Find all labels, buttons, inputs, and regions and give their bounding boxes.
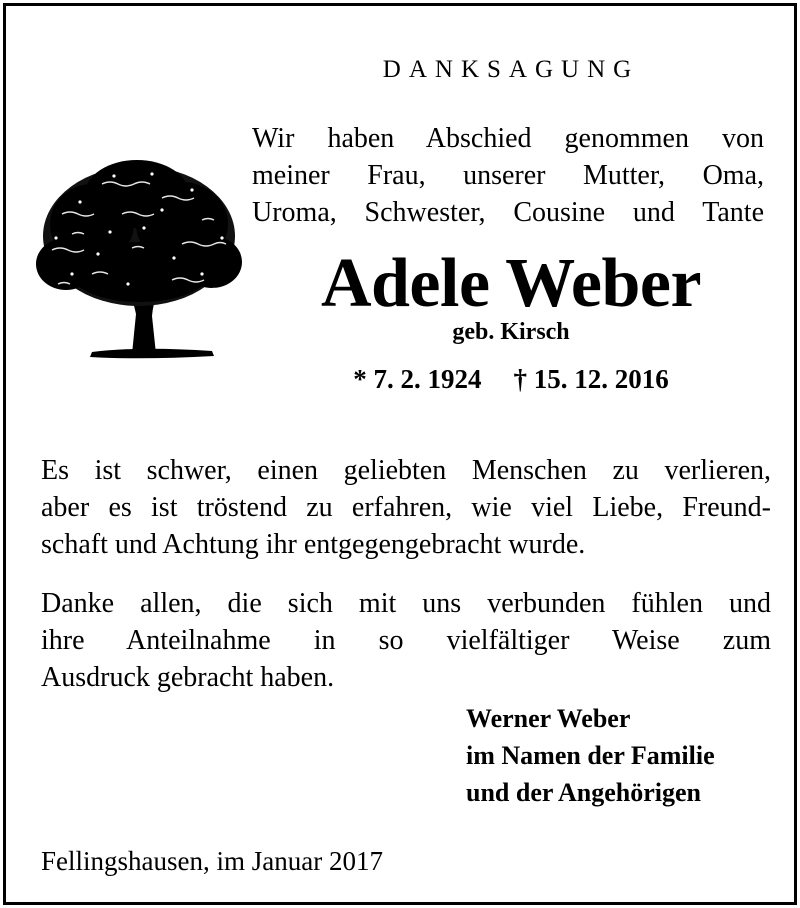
notice-frame (3, 3, 797, 905)
intro-line: meiner Frau, unserer Mutter, Oma, (252, 160, 764, 191)
intro-line: Wir haben Abschied genommen von (252, 123, 764, 154)
paragraph-line: Es ist schwer, einen geliebten Menschen zu verlieren, (41, 455, 771, 486)
signature-line: Werner Weber (466, 704, 631, 733)
deceased-name: Adele Weber (320, 245, 702, 322)
maiden-name: geb. Kirsch (452, 319, 570, 345)
paragraph-1 (41, 452, 771, 563)
death-date: † 15. 12. 2016 (513, 364, 669, 394)
paragraph-line: ihre Anteilnahme in so vielfältiger Weise zum (41, 625, 771, 656)
intro-line: Uroma, Schwester, Cousine und Tante (252, 197, 764, 228)
signature-line: im Namen der Familie (466, 741, 715, 770)
place-date: Fellingshausen, im Januar 2017 (41, 846, 383, 876)
life-dates (246, 364, 776, 395)
paragraph-line: Ausdruck gebracht haben. (41, 662, 335, 693)
paragraph-line: Danke allen, die sich mit uns verbunden fühlen und (41, 588, 771, 619)
paragraph-2 (41, 585, 771, 696)
paragraph-line: aber es ist tröstend zu erfahren, wie viel Liebe, Freund- (41, 492, 771, 523)
intro-text (252, 120, 764, 231)
signature-line: und der Angehörigen (466, 778, 702, 807)
birth-date: * 7. 2. 1924 (353, 364, 482, 394)
tree-icon (32, 154, 246, 364)
notice-heading: DANKSAGUNG (382, 56, 640, 83)
paragraph-line: schaft und Achtung ihr entgegengebracht wurde. (41, 529, 586, 560)
signature-block (466, 700, 715, 811)
